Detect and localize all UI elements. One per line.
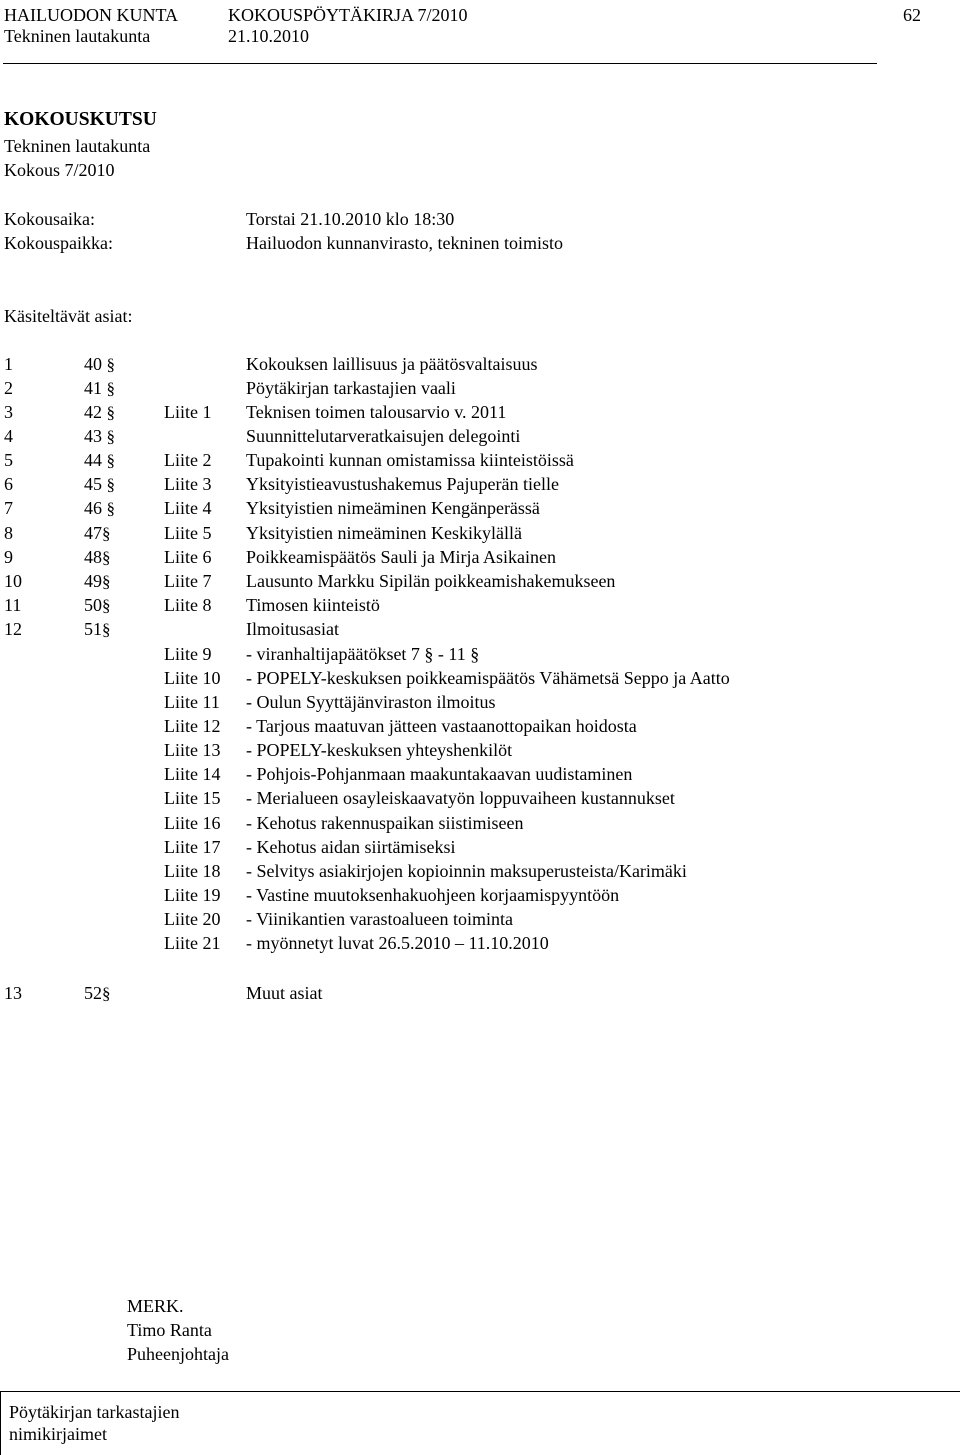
notice-attachment: Liite 13 — [164, 740, 221, 760]
header-date: 21.10.2010 — [228, 26, 309, 46]
notice-attachment: Liite 17 — [164, 837, 221, 857]
signature-name: Timo Ranta — [127, 1320, 212, 1340]
agenda-title: Suunnittelutarveratkaisujen delegointi — [246, 426, 521, 446]
agenda-title: Muut asiat — [246, 983, 323, 1003]
agenda-section: 49§ — [84, 571, 111, 591]
agenda-number: 1 — [4, 354, 13, 374]
section-sign: § — [106, 499, 115, 518]
notice-text: - Viinikantien varastoalueen toiminta — [246, 909, 514, 929]
notice-text: - Oulun Syyttäjänviraston ilmoitus — [246, 692, 496, 712]
agenda-number: 2 — [4, 378, 13, 398]
section-sign: § — [102, 572, 111, 591]
section-sign: § — [106, 427, 115, 446]
section-sign: § — [106, 355, 115, 374]
notice-attachment: Liite 14 — [164, 764, 221, 784]
agenda-section: 41 § — [84, 378, 115, 398]
agenda-section: 52§ — [84, 983, 111, 1003]
agenda-title: Poikkeamispäätös Sauli ja Mirja Asikainen — [246, 547, 556, 567]
agenda-attachment: Liite 2 — [164, 450, 212, 470]
agenda-number: 11 — [4, 595, 22, 615]
agenda-number: 5 — [4, 450, 13, 470]
meeting-time-value: Torstai 21.10.2010 klo 18:30 — [246, 209, 455, 229]
section-sign: § — [102, 524, 111, 543]
agenda-number: 3 — [4, 402, 13, 422]
footer-initials-box — [0, 1391, 960, 1455]
agenda-number: 6 — [4, 474, 13, 494]
notice-text: - Kehotus aidan siirtämiseksi — [246, 837, 456, 857]
notice-text: - Tarjous maatuvan jätteen vastaanottopaikan hoidosta — [246, 716, 637, 736]
notice-attachment: Liite 20 — [164, 909, 221, 929]
agenda-section: 44 § — [84, 450, 115, 470]
notice-text: - POPELY-keskuksen yhteyshenkilöt — [246, 740, 513, 760]
agenda-title: Ilmoitusasiat — [246, 619, 339, 639]
agenda-attachment: Liite 7 — [164, 571, 212, 591]
agenda-attachment: Liite 1 — [164, 402, 212, 422]
notice-text: - POPELY-keskuksen poikkeamispäätös Vähämetsä Seppo ja Aatto — [246, 668, 730, 688]
section-sign: § — [106, 475, 115, 494]
agenda-number: 10 — [4, 571, 22, 591]
agenda-section: 51§ — [84, 619, 111, 639]
notice-text: - myönnetyt luvat 26.5.2010 – 11.10.2010 — [246, 933, 549, 953]
agenda-attachment: Liite 4 — [164, 498, 212, 518]
section-sign: § — [102, 984, 111, 1003]
agenda-number: 13 — [4, 983, 22, 1003]
notice-attachment: Liite 19 — [164, 885, 221, 905]
agenda-section: 47§ — [84, 523, 111, 543]
agenda-section: 45 § — [84, 474, 115, 494]
agenda-section: 43 § — [84, 426, 115, 446]
notice-attachment: Liite 15 — [164, 788, 221, 808]
notice-text: - Merialueen osayleiskaavatyön loppuvaiheen kustannukset — [246, 788, 675, 808]
invitation-title: KOKOUSKUTSU — [4, 109, 157, 130]
agenda-number: 12 — [4, 619, 22, 639]
invitation-board: Tekninen lautakunta — [4, 136, 151, 156]
agenda-title: Lausunto Markku Sipilän poikkeamishakemukseen — [246, 571, 616, 591]
agenda-heading: Käsiteltävät asiat: — [4, 306, 133, 326]
notice-text: - Vastine muutoksenhakuohjeen korjaamispyyntöön — [246, 885, 620, 905]
notice-text: - Selvitys asiakirjojen kopioinnin maksuperusteista/Karimäki — [246, 861, 687, 881]
meeting-time-label: Kokousaika: — [4, 209, 95, 229]
meeting-place-value: Hailuodon kunnanvirasto, tekninen toimisto — [246, 233, 563, 253]
notice-attachment: Liite 12 — [164, 716, 221, 736]
agenda-title: Teknisen toimen talousarvio v. 2011 — [246, 402, 507, 422]
agenda-number: 4 — [4, 426, 13, 446]
agenda-attachment: Liite 3 — [164, 474, 212, 494]
agenda-number: 7 — [4, 498, 13, 518]
agenda-attachment: Liite 5 — [164, 523, 212, 543]
notice-attachment: Liite 9 — [164, 644, 212, 664]
signature-role: Puheenjohtaja — [127, 1344, 229, 1364]
agenda-attachment: Liite 8 — [164, 595, 212, 615]
header-board: Tekninen lautakunta — [4, 26, 151, 46]
agenda-title: Tupakointi kunnan omistamissa kiinteistöissä — [246, 450, 574, 470]
page-number: 62 — [903, 5, 921, 25]
agenda-title: Yksityistien nimeäminen Keskikylällä — [246, 523, 522, 543]
agenda-title: Timosen kiinteistö — [246, 595, 380, 615]
notice-attachment: Liite 16 — [164, 813, 221, 833]
section-sign: § — [102, 596, 111, 615]
agenda-number: 9 — [4, 547, 13, 567]
invitation-meeting: Kokous 7/2010 — [4, 160, 115, 180]
agenda-title: Yksityistieavustushakemus Pajuperän tielle — [246, 474, 559, 494]
agenda-title: Yksityistien nimeäminen Kengänperässä — [246, 498, 540, 518]
agenda-section: 40 § — [84, 354, 115, 374]
notice-attachment: Liite 10 — [164, 668, 221, 688]
footer-label-line1: Pöytäkirjan tarkastajien — [9, 1402, 180, 1422]
agenda-section: 48§ — [84, 547, 111, 567]
header-document-title: KOKOUSPÖYTÄKIRJA 7/2010 — [228, 5, 468, 25]
notice-attachment: Liite 18 — [164, 861, 221, 881]
header-divider — [3, 63, 877, 64]
agenda-section: 46 § — [84, 498, 115, 518]
notice-attachment: Liite 21 — [164, 933, 221, 953]
agenda-number: 8 — [4, 523, 13, 543]
meeting-place-label: Kokouspaikka: — [4, 233, 113, 253]
section-sign: § — [106, 379, 115, 398]
notice-text: - Pohjois-Pohjanmaan maakuntakaavan uudistaminen — [246, 764, 633, 784]
notice-text: - viranhaltijapäätökset 7 § - 11 § — [246, 644, 480, 664]
footer-label-line2: nimikirjaimet — [9, 1424, 107, 1444]
agenda-section: 50§ — [84, 595, 111, 615]
section-sign: § — [102, 620, 111, 639]
agenda-attachment: Liite 6 — [164, 547, 212, 567]
signature-mark: MERK. — [127, 1296, 184, 1316]
notice-attachment: Liite 11 — [164, 692, 220, 712]
agenda-section: 42 § — [84, 402, 115, 422]
header-org: HAILUODON KUNTA — [4, 5, 179, 25]
agenda-title: Pöytäkirjan tarkastajien vaali — [246, 378, 456, 398]
notice-text: - Kehotus rakennuspaikan siistimiseen — [246, 813, 524, 833]
section-sign: § — [102, 548, 111, 567]
agenda-title: Kokouksen laillisuus ja päätösvaltaisuus — [246, 354, 538, 374]
section-sign: § — [106, 451, 115, 470]
section-sign: § — [106, 403, 115, 422]
